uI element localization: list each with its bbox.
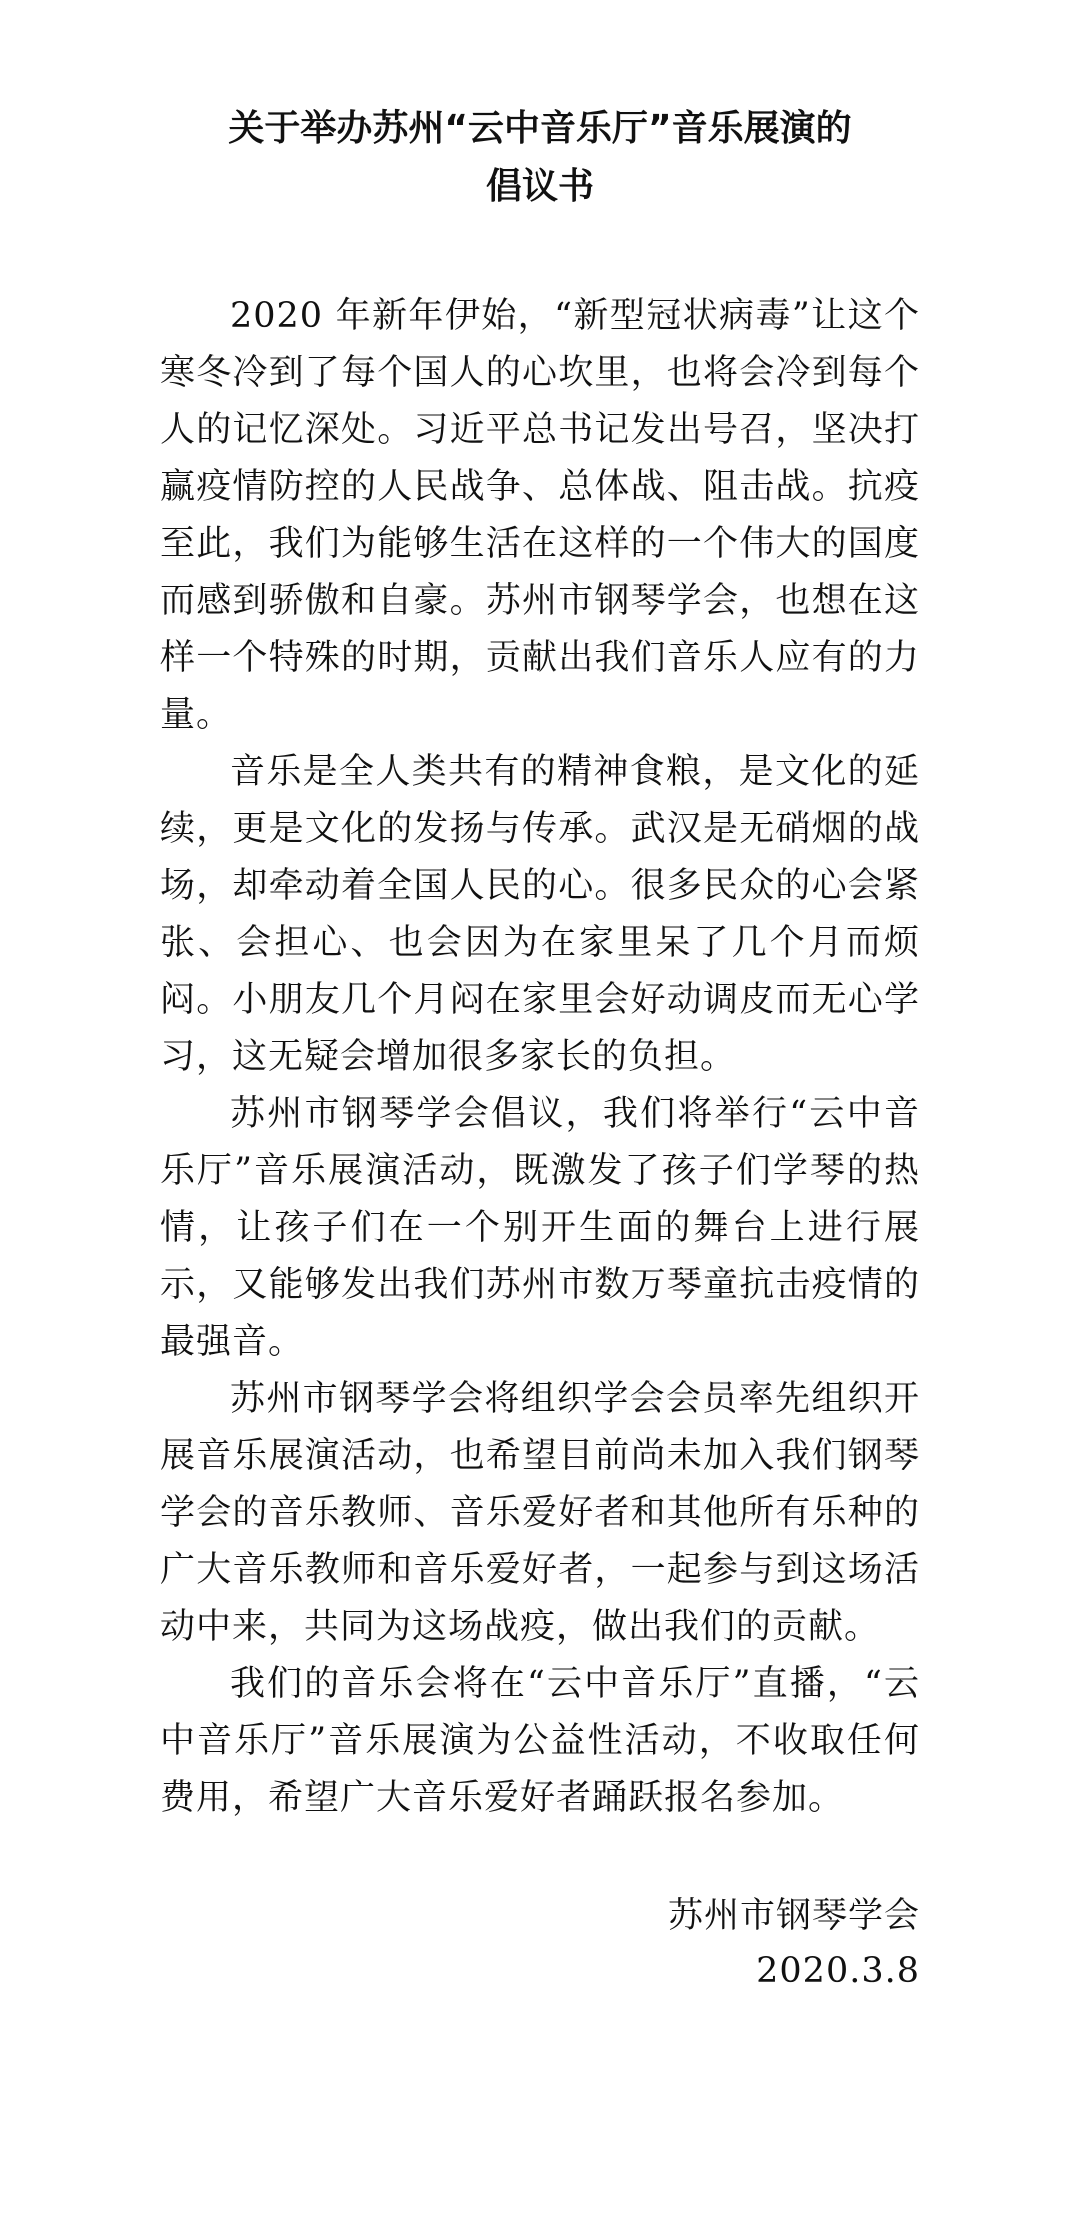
- document-body: [160, 288, 920, 1827]
- title-line-2: 倡议书: [485, 166, 594, 207]
- title-line-1: 关于举办苏州“云中音乐厅”音乐展演的: [228, 108, 852, 149]
- paragraph-4: 苏州市钢琴学会将组织学会会员率先组织开展音乐展演活动，也希望目前尚未加入我们钢琴学会的音乐教师、音乐爱好者和其他所有乐种的广大音乐教师和音乐爱好者，一起参与到这场活动中来，共同为这场战疫，做出我们的贡献。: [160, 1379, 920, 1647]
- document-title: [160, 100, 920, 216]
- signature-block: [160, 1889, 920, 1999]
- paragraph-2: 音乐是全人类共有的精神食粮，是文化的延续，更是文化的发扬与传承。武汉是无硝烟的战场，却牵动着全国人民的心。很多民众的心会紧张、会担心、也会因为在家里呆了几个月而烦闷。小朋友几个月闷在家里会好动调皮而无心学习，这无疑会增加很多家长的负担。: [160, 752, 920, 1077]
- paragraph-1: 2020 年新年伊始，“新型冠状病毒”让这个寒冬冷到了每个国人的心坎里，也将会冷到每个人的记忆深处。习近平总书记发出号召，坚决打赢疫情防控的人民战争、总体战、阻击战。抗疫至此，我们为能够生活在这样的一个伟大的国度而感到骄傲和自豪。苏州市钢琴学会，也想在这样一个特殊的时期，贡献出我们音乐人应有的力量。: [160, 296, 920, 735]
- signature-date: 2020.3.8: [756, 1951, 920, 1991]
- document-page: [160, 100, 920, 1999]
- paragraph-3: 苏州市钢琴学会倡议，我们将举行“云中音乐厅”音乐展演活动，既激发了孩子们学琴的热情，让孩子们在一个别开生面的舞台上进行展示，又能够发出我们苏州市数万琴童抗击疫情的最强音。: [160, 1094, 920, 1362]
- paragraph-5: 我们的音乐会将在“云中音乐厅”直播，“云中音乐厅”音乐展演为公益性活动，不收取任何费用，希望广大音乐爱好者踊跃报名参加。: [160, 1664, 920, 1818]
- signature-organization: 苏州市钢琴学会: [667, 1896, 920, 1936]
